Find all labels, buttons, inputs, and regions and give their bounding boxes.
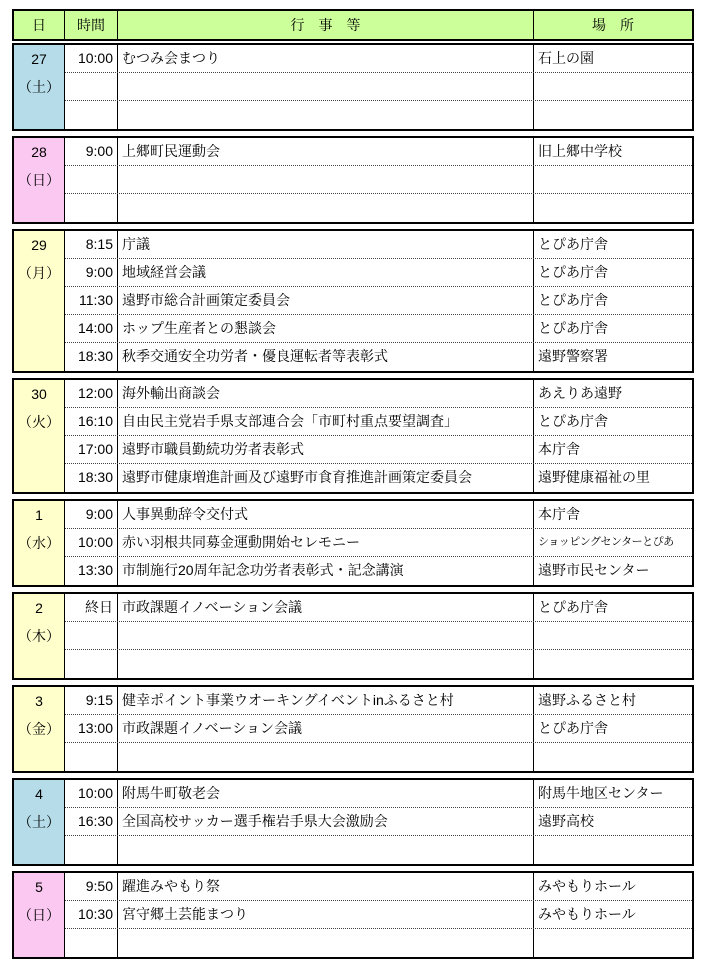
day-cell [14,45,65,129]
day-cell [14,380,65,492]
event-cell: 市政課題イノベーション会議 [118,594,534,621]
event-cell: 宮守郷土芸能まつり [118,901,534,928]
event-cell [118,650,534,678]
event-cell: 赤い羽根共同募金運動開始セレモニー [118,529,534,556]
time-cell: 17:00 [65,436,118,463]
place-cell: とぴあ庁舎 [538,292,608,308]
schedule-row [65,929,692,957]
event-cell [118,622,534,649]
event-cell [118,929,534,957]
day-block-28 [12,136,694,224]
place-cell [534,743,692,771]
time-cell: 12:00 [65,380,118,407]
day-weekday: （水） [18,535,60,551]
place-cell: あえりあ遠野 [538,385,622,401]
schedule-row [65,166,692,194]
place-cell: みやもりホール [538,906,636,922]
place-cell: とぴあ庁舎 [538,599,608,615]
header-time-column: 時間 [65,11,118,39]
header-day-column: 日 [14,11,65,39]
place-cell: 遠野高校 [538,813,594,829]
place-cell: 遠野警察署 [538,348,608,364]
place-cell: みやもりホール [538,878,636,894]
event-cell [118,194,534,222]
time-cell: 9:15 [65,687,118,714]
event-cell: 市制施行20周年記念功労者表彰式・記念講演 [118,557,534,585]
header-events-column: 行 事 等 [118,11,534,39]
day-weekday: （日） [18,907,60,923]
place-cell [534,929,692,957]
schedule-row [65,259,692,287]
place-cell: 附馬牛地区センター [538,785,664,801]
time-cell [65,622,118,649]
event-cell: 健幸ポイント事業ウオーキングイベントinふるさと村 [118,687,534,714]
schedule-row [65,436,692,464]
event-cell: 全国高校サッカー選手権岩手県大会激励会 [118,808,534,835]
day-number: 5 [35,879,43,895]
schedule-row [65,650,692,678]
time-cell: 16:30 [65,808,118,835]
day-cell [14,780,65,864]
place-cell: とぴあ庁舎 [538,413,608,429]
place-cell [534,836,692,864]
time-cell [65,73,118,100]
time-cell [65,194,118,222]
time-cell: 11:30 [65,287,118,314]
schedule-row [65,808,692,836]
time-cell [65,929,118,957]
schedule-row [65,557,692,585]
time-cell: 13:00 [65,715,118,742]
event-cell: 庁議 [118,231,534,258]
day-cell [14,594,65,678]
place-cell [534,194,692,222]
event-cell [118,73,534,100]
event-cell: むつみ会まつり [118,45,534,72]
schedule-row [65,687,692,715]
day-number: 30 [31,386,47,402]
schedule-row [65,408,692,436]
schedule-row [65,138,692,166]
schedule-row [65,622,692,650]
time-cell: 10:00 [65,45,118,72]
event-cell: 遠野市健康増進計画及び遠野市食育推進計画策定委員会 [118,464,534,492]
schedule-row [65,231,692,259]
time-cell: 10:00 [65,780,118,807]
day-block-30 [12,378,694,494]
table-header [12,9,694,41]
schedule-row [65,743,692,771]
time-cell: 10:30 [65,901,118,928]
time-cell: 8:15 [65,231,118,258]
day-block-5 [12,871,694,959]
day-number: 28 [31,144,47,160]
event-cell: 上郷町民運動会 [118,138,534,165]
schedule-row [65,715,692,743]
schedule-row [65,380,692,408]
time-cell: 9:00 [65,138,118,165]
event-cell: 人事異動辞令交付式 [118,501,534,528]
day-weekday: （日） [18,172,60,188]
place-cell: とぴあ庁舎 [538,236,608,252]
day-number: 1 [35,507,43,523]
day-number: 27 [31,51,47,67]
time-cell: 終日 [65,594,118,621]
time-cell [65,101,118,129]
time-cell [65,166,118,193]
day-block-27 [12,43,694,131]
place-cell [534,73,692,100]
day-weekday: （木） [18,628,60,644]
place-cell: 遠野ふるさと村 [538,692,636,708]
day-cell [14,873,65,957]
place-cell [534,166,692,193]
place-cell: とぴあ庁舎 [538,264,608,280]
event-cell: 躍進みやもり祭 [118,873,534,900]
day-cell [14,687,65,771]
schedule-row [65,901,692,929]
schedule-row [65,194,692,222]
time-cell: 18:30 [65,464,118,492]
schedule-row [65,101,692,129]
day-weekday: （金） [18,721,60,737]
event-cell: 海外輸出商談会 [118,380,534,407]
place-cell: 遠野市民センター [538,562,650,578]
day-cell [14,231,65,371]
schedule-row [65,45,692,73]
place-cell: 旧上郷中学校 [538,143,622,159]
place-cell: ショッピングセンターとぴあ [538,536,674,548]
day-weekday: （火） [18,414,60,430]
place-cell [534,101,692,129]
day-block-1 [12,499,694,587]
day-weekday: （土） [18,79,60,95]
day-number: 2 [35,600,43,616]
event-cell: 秋季交通安全功労者・優良運転者等表彰式 [118,343,534,371]
schedule-row [65,780,692,808]
event-cell: 遠野市総合計画策定委員会 [118,287,534,314]
header-place-column: 場 所 [592,17,634,33]
time-cell: 9:00 [65,259,118,286]
day-cell [14,138,65,222]
place-cell: 遠野健康福祉の里 [538,469,650,485]
time-cell [65,836,118,864]
time-cell: 14:00 [65,315,118,342]
event-cell: 遠野市職員勤続功労者表彰式 [118,436,534,463]
time-cell: 10:00 [65,529,118,556]
place-cell [534,650,692,678]
day-block-2 [12,592,694,680]
day-block-29 [12,229,694,373]
time-cell: 18:30 [65,343,118,371]
schedule-row [65,873,692,901]
place-cell: 本庁舎 [538,441,580,457]
time-cell: 16:10 [65,408,118,435]
event-cell: ホップ生産者との懇談会 [118,315,534,342]
day-cell [14,501,65,585]
schedule-row [65,501,692,529]
place-cell [534,622,692,649]
place-cell: とぴあ庁舎 [538,720,608,736]
time-cell: 13:30 [65,557,118,585]
day-block-4 [12,778,694,866]
schedule-row [65,464,692,492]
time-cell [65,650,118,678]
day-block-3 [12,685,694,773]
day-number: 3 [35,693,43,709]
schedule-row [65,594,692,622]
schedule-row [65,343,692,371]
day-weekday: （月） [18,265,60,281]
schedule-row [65,836,692,864]
time-cell: 9:50 [65,873,118,900]
day-number: 4 [35,786,43,802]
event-cell: 市政課題イノベーション会議 [118,715,534,742]
place-cell: 本庁舎 [538,506,580,522]
time-cell [65,743,118,771]
day-weekday: （土） [18,814,60,830]
schedule-row [65,287,692,315]
place-cell: とぴあ庁舎 [538,320,608,336]
day-number: 29 [31,237,47,253]
event-cell: 自由民主党岩手県支部連合会「市町村重点要望調査」 [118,408,534,435]
event-cell [118,166,534,193]
place-cell: 石上の園 [538,50,594,66]
event-cell: 地域経営会議 [118,259,534,286]
event-cell: 附馬牛町敬老会 [118,780,534,807]
event-cell [118,836,534,864]
time-cell: 9:00 [65,501,118,528]
event-cell [118,743,534,771]
event-cell [118,101,534,129]
schedule-table [12,9,694,959]
schedule-row [65,315,692,343]
schedule-row [65,529,692,557]
schedule-row [65,73,692,101]
